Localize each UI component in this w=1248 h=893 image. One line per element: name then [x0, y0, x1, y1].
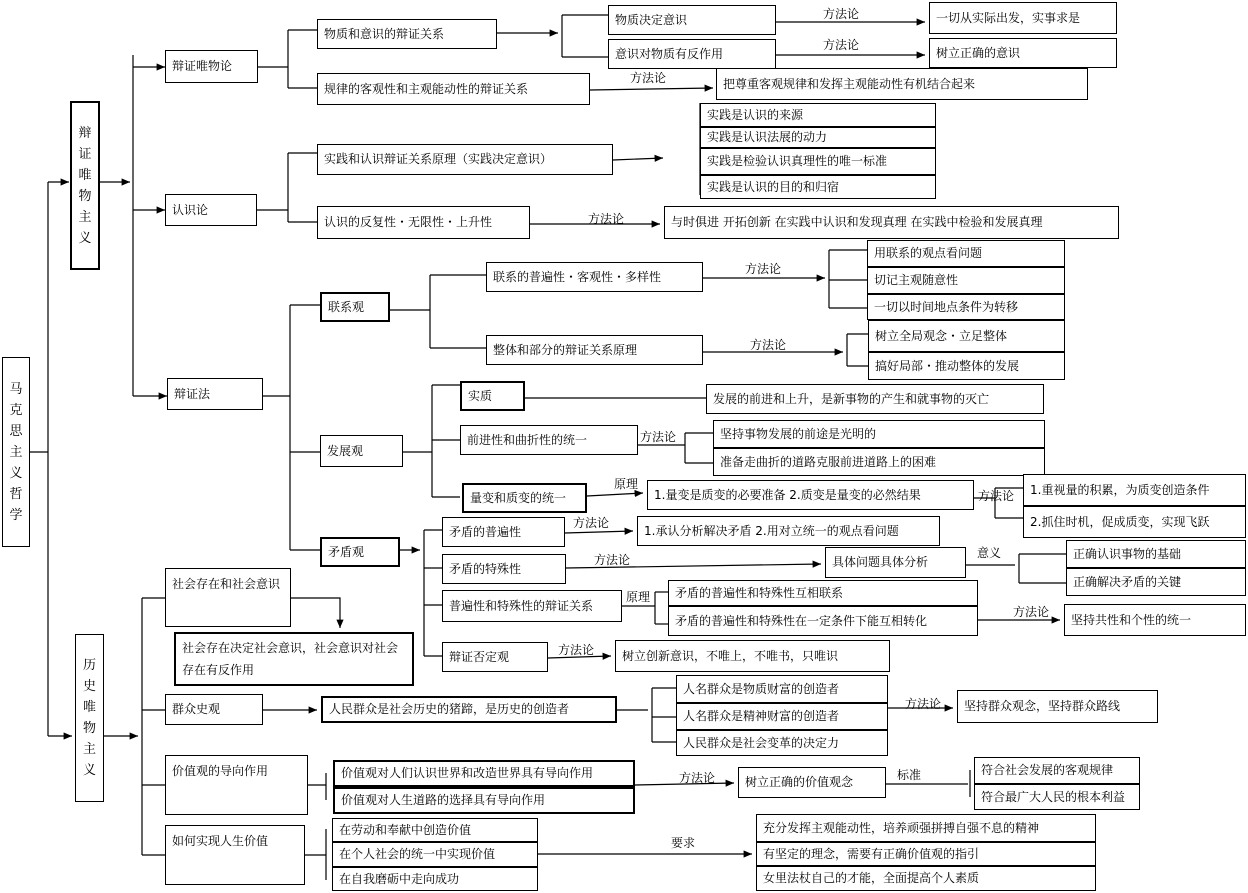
edge-label-requirement: 要求	[671, 836, 696, 850]
essence-node[interactable]: 实质	[460, 381, 525, 411]
values-guide-node[interactable]: 价值观的导向作用	[165, 755, 308, 815]
edge-label-method: 方法论	[558, 643, 595, 657]
edge-label-method: 方法论	[823, 38, 860, 52]
particularity-method-node[interactable]: 具体问题具体分析	[825, 547, 966, 578]
connection-method[interactable]: 用联系的观点看问题	[867, 240, 1065, 267]
matter-decides-node[interactable]: 物质决定意识	[608, 5, 776, 35]
quantity-method[interactable]: 2.抓住时机，促成质变，实现飞跃	[1023, 506, 1246, 538]
edge-label-method: 方法论	[640, 430, 677, 444]
life-value-node[interactable]: 如何实现人生价值	[165, 825, 305, 885]
life-value-point[interactable]: 在个人社会的统一中实现价值	[332, 842, 538, 867]
correct-values-node[interactable]: 树立正确的价值观念	[738, 767, 886, 798]
whole-method[interactable]: 树立全局观念・立足整体	[868, 320, 1065, 352]
epistemology-node[interactable]: 认识论	[165, 194, 257, 226]
edge-label-method: 方法论	[978, 489, 1015, 503]
progress-method[interactable]: 坚持事物发展的前途是光明的	[713, 420, 1045, 448]
materialism-node[interactable]: 辩证唯物论	[165, 50, 258, 83]
life-value-point[interactable]: 在自我磨砺中走向成功	[332, 867, 538, 891]
root-node[interactable]: 马克思主义哲学	[2, 357, 30, 547]
values-standard[interactable]: 符合最广大人民的根本利益	[974, 784, 1140, 810]
edge-label-method: 方法论	[823, 7, 860, 21]
edge-label-method: 方法论	[594, 553, 631, 567]
life-value-point[interactable]: 在劳动和奉献中创造价值	[332, 818, 538, 842]
matter-consciousness-node[interactable]: 物质和意识的辩证关系	[317, 19, 497, 49]
relation-point[interactable]: 矛盾的普遍性和特殊性互相联系	[668, 580, 978, 606]
edge-label-method: 方法论	[630, 71, 667, 85]
masses-point[interactable]: 人名群众是物质财富的创造者	[676, 675, 888, 703]
connection-view-node[interactable]: 联系观	[320, 292, 390, 322]
connection-universal-node[interactable]: 联系的普遍性・客观性・多样性	[486, 262, 703, 292]
whole-part-node[interactable]: 整体和部分的辩证关系原理	[486, 335, 703, 365]
contradiction-view-node[interactable]: 矛盾观	[320, 537, 400, 567]
edge-label-method: 方法论	[1013, 605, 1050, 619]
values-point[interactable]: 价值观对人们认识世界和改造世界具有导向作用	[333, 760, 635, 787]
edge-label-standard: 标准	[897, 768, 922, 782]
edge-label-method: 方法论	[750, 338, 787, 352]
seek-truth-node[interactable]: 一切从实际出发，实事求是	[929, 2, 1117, 34]
life-value-requirement[interactable]: 女里法杖自己的才能，全面提高个人素质	[756, 866, 1096, 891]
development-view-node[interactable]: 发展观	[320, 435, 403, 467]
edge-label-principle: 原理	[626, 590, 651, 604]
masses-view-node[interactable]: 群众史观	[165, 694, 263, 725]
social-being-text-node[interactable]: 社会存在决定社会意识，社会意识对社会存在有反作用	[174, 632, 414, 686]
connection-method[interactable]: 一切以时间地点条件为转移	[867, 294, 1065, 320]
practice-principle-node[interactable]: 实践和认识辩证关系原理（实践决定意识）	[317, 144, 613, 175]
cognition-nature-node[interactable]: 认识的反复性・无限性・上升性	[317, 206, 530, 239]
progress-method[interactable]: 准备走曲折的道路克服前进道路上的困难	[713, 448, 1045, 476]
relation-method-node[interactable]: 坚持共性和个性的统一	[1064, 604, 1246, 636]
meaning-item[interactable]: 正确认识事物的基础	[1066, 540, 1246, 568]
values-point[interactable]: 价值观对人生道路的选择具有导向作用	[333, 787, 635, 814]
negation-node[interactable]: 辩证否定观	[442, 642, 548, 672]
historical-materialism-node[interactable]: 历史唯物主义	[75, 634, 104, 802]
edge-label-method: 方法论	[905, 697, 942, 711]
edge-label-meaning: 意义	[977, 546, 1002, 560]
values-standard[interactable]: 符合社会发展的客观规律	[974, 757, 1140, 784]
keep-pace-node[interactable]: 与时俱进 开拓创新 在实践中认识和发现真理 在实践中检验和发展真理	[664, 206, 1119, 239]
masses-point[interactable]: 人名群众是精神财富的创造者	[676, 703, 888, 730]
dialectics-node[interactable]: 辩证法	[167, 378, 263, 410]
life-value-requirement[interactable]: 充分发挥主观能动性，培养顽强拼搏自强不息的精神	[756, 814, 1096, 842]
progress-node[interactable]: 前进性和曲折性的统一	[460, 425, 638, 455]
correct-consciousness-node[interactable]: 树立正确的意识	[929, 38, 1117, 68]
quantity-quality-node[interactable]: 量变和质变的统一	[462, 483, 587, 513]
universality-node[interactable]: 矛盾的普遍性	[442, 517, 565, 547]
whole-method[interactable]: 搞好局部・推动整体的发展	[868, 352, 1065, 380]
universality-method-node[interactable]: 1.承认分析解决矛盾 2.用对立统一的观点看问题	[637, 516, 940, 546]
negation-method-node[interactable]: 树立创新意识，不唯上，不唯书，只唯识	[615, 640, 890, 672]
edge-label-principle: 原理	[614, 477, 639, 491]
combine-law-initiative-node[interactable]: 把尊重客观规律和发挥主观能动性有机结合起来	[716, 68, 1088, 100]
edge-label-method: 方法论	[745, 262, 782, 276]
consciousness-reacts-node[interactable]: 意识对物质有反作用	[608, 39, 776, 69]
practice-point[interactable]: 实践是认识的目的和归宿	[700, 175, 936, 199]
relation-point[interactable]: 矛盾的普遍性和特殊性在一定条件下能互相转化	[668, 606, 978, 636]
relation-node[interactable]: 普遍性和特殊性的辩证关系	[442, 590, 622, 622]
life-value-requirement[interactable]: 有坚定的理念，需要有正确价值观的指引	[756, 842, 1096, 866]
practice-point[interactable]: 实践是认识的来源	[700, 103, 936, 127]
edge-label-method: 方法论	[679, 771, 716, 785]
practice-point[interactable]: 实践是认识法展的动力	[700, 127, 936, 148]
quantity-principle-node[interactable]: 1.量变是质变的必要准备 2.质变是量变的必然结果	[647, 480, 974, 510]
law-relation-node[interactable]: 规律的客观性和主观能动性的辩证关系	[317, 73, 590, 105]
masses-main-node[interactable]: 人民群众是社会历史的猪蹄，是历史的创造者	[321, 696, 617, 723]
connection-method[interactable]: 切记主观随意性	[867, 267, 1065, 294]
masses-point[interactable]: 人民群众是社会变革的决定力	[676, 730, 888, 756]
social-being-node[interactable]: 社会存在和社会意识	[165, 568, 291, 627]
edge-label-method: 方法论	[588, 212, 625, 226]
masses-method-node[interactable]: 坚持群众观念，坚持群众路线	[957, 690, 1158, 723]
meaning-item[interactable]: 正确解决矛盾的关键	[1066, 568, 1246, 596]
edge-label-method: 方法论	[573, 516, 610, 530]
practice-point[interactable]: 实践是检验认识真理性的唯一标准	[700, 148, 936, 175]
quantity-method[interactable]: 1.重视量的积累，为质变创造条件	[1023, 474, 1246, 506]
particularity-node[interactable]: 矛盾的特殊性	[442, 554, 566, 584]
essence-text-node[interactable]: 发展的前进和上升，是新事物的产生和就事物的灭亡	[706, 384, 1044, 414]
dialectical-materialism-node[interactable]: 辩证唯物主义	[70, 101, 100, 270]
